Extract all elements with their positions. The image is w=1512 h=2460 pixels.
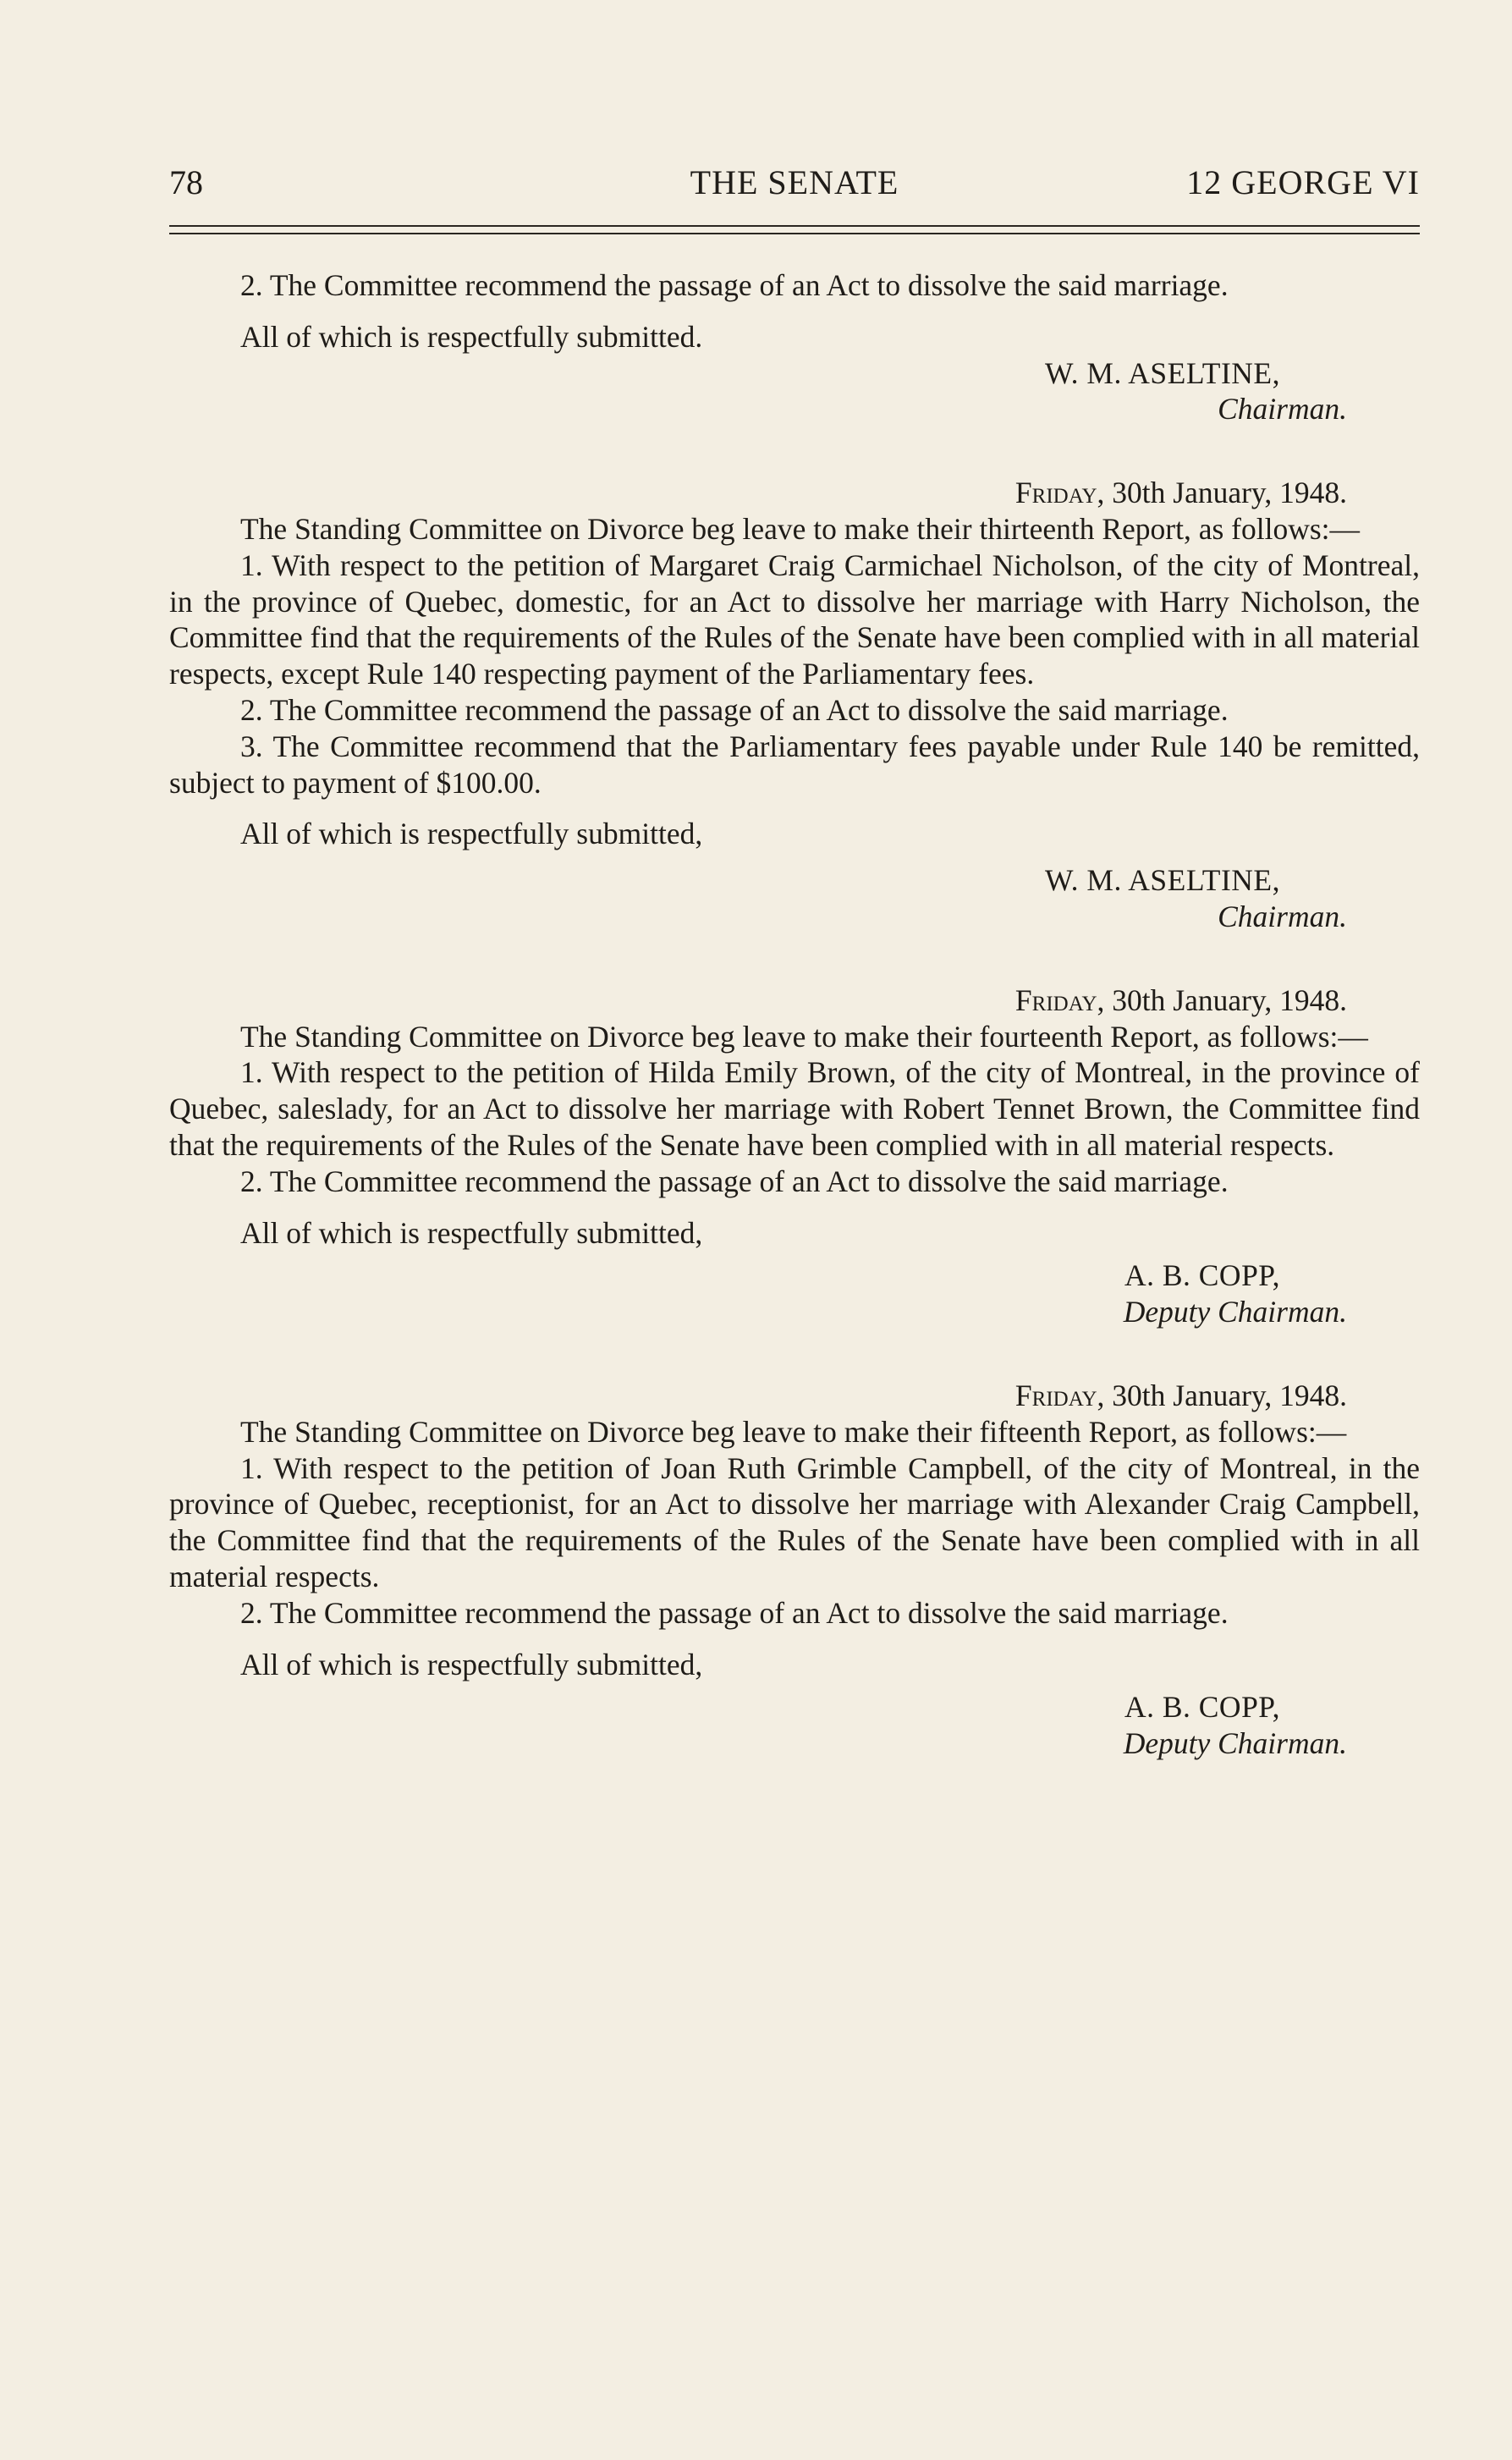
running-header	[169, 157, 1420, 208]
header-rule-bottom	[169, 233, 1420, 234]
paragraph: 3. The Committee recommend that the Parliamentary fees payable under Rule 140 be remitted, subject to payment of $100.00.	[169, 729, 1420, 800]
paragraph: 2. The Committee recommend the passage of an Act to dissolve the said marriage.	[240, 1595, 1229, 1630]
signatory-role: Chairman.	[1218, 899, 1347, 933]
header-rule-top	[169, 225, 1420, 227]
date-weekday: Friday,	[1014, 1378, 1105, 1412]
signatory-name: W. M. ASELTINE,	[1044, 355, 1280, 390]
report-date	[169, 982, 1420, 1019]
date-text: 30th January, 1948.	[1104, 1378, 1347, 1412]
report-fifteenth	[169, 1378, 1420, 1762]
page-number: 78	[169, 163, 203, 201]
report-fourteenth	[169, 982, 1420, 1330]
paragraph: 2. The Committee recommend the passage of an Act to dissolve the said marriage.	[240, 1164, 1229, 1198]
signatory-name: W. M. ASELTINE,	[1044, 863, 1280, 898]
header-title: THE SENATE	[690, 163, 899, 201]
header-reign: 12 GEORGE VI	[1186, 163, 1420, 201]
document-body	[169, 267, 1420, 1762]
paragraph: 2. The Committee recommend the passage of an Act to dissolve the said marriage.	[240, 692, 1229, 727]
paragraph: 1. With respect to the petition of Margaret Craig Carmichael Nicholson, of the city of Montreal, in the province of Quebec, domestic, for an Act to dissolve her marriage with Harry Nicholson, the Committee find that the requirements of the Rules of the Senate have been complied with in all material respects, except Rule 140 respecting payment of the Parliamentary fees.	[169, 548, 1420, 691]
closing-line: All of which is respectfully submitted,	[240, 817, 703, 851]
report-continuation	[169, 267, 1420, 427]
signatory-name: A. B. COPP,	[1124, 1690, 1280, 1725]
closing-line: All of which is respectfully submitted.	[240, 319, 703, 354]
report-thirteenth	[169, 475, 1420, 935]
closing-line: All of which is respectfully submitted,	[240, 1647, 703, 1681]
date-weekday: Friday,	[1014, 476, 1105, 510]
signatory-name: A. B. COPP,	[1124, 1258, 1280, 1293]
report-opening: The Standing Committee on Divorce beg leave to make their thirteenth Report, as follows:—	[240, 511, 1361, 546]
paragraph: 1. With respect to the petition of Joan Ruth Grimble Campbell, of the city of Montreal, in the province of Quebec, receptionist, for an Act to dissolve her marriage with Alexander Craig Campbell, the Committee find that the requirements of the Rules of the Senate have been complied with in all material respects.	[169, 1450, 1420, 1593]
report-date	[169, 475, 1420, 511]
signatory-role: Deputy Chairman.	[1123, 1295, 1347, 1329]
report-date	[169, 1378, 1420, 1414]
closing-line: All of which is respectfully submitted,	[240, 1215, 703, 1250]
date-weekday: Friday,	[1014, 982, 1105, 1017]
date-text: 30th January, 1948.	[1104, 982, 1347, 1017]
signatory-role: Chairman.	[1218, 392, 1347, 427]
report-opening: The Standing Committee on Divorce beg leave to make their fifteenth Report, as follows:—	[240, 1414, 1347, 1449]
paragraph: 1. With respect to the petition of Hilda Emily Brown, of the city of Montreal, in the province of Quebec, saleslady, for an Act to dissolve her marriage with Robert Tennet Brown, the Committee find that the requirements of the Rules of the Senate have been complied with in all material respects.	[169, 1055, 1420, 1162]
signatory-role: Deputy Chairman.	[1123, 1726, 1347, 1761]
report-opening: The Standing Committee on Divorce beg leave to make their fourteenth Report, as follows:—	[240, 1019, 1368, 1054]
paragraph: 2. The Committee recommend the passage of an Act to dissolve the said marriage.	[240, 268, 1229, 302]
date-text: 30th January, 1948.	[1104, 476, 1347, 510]
